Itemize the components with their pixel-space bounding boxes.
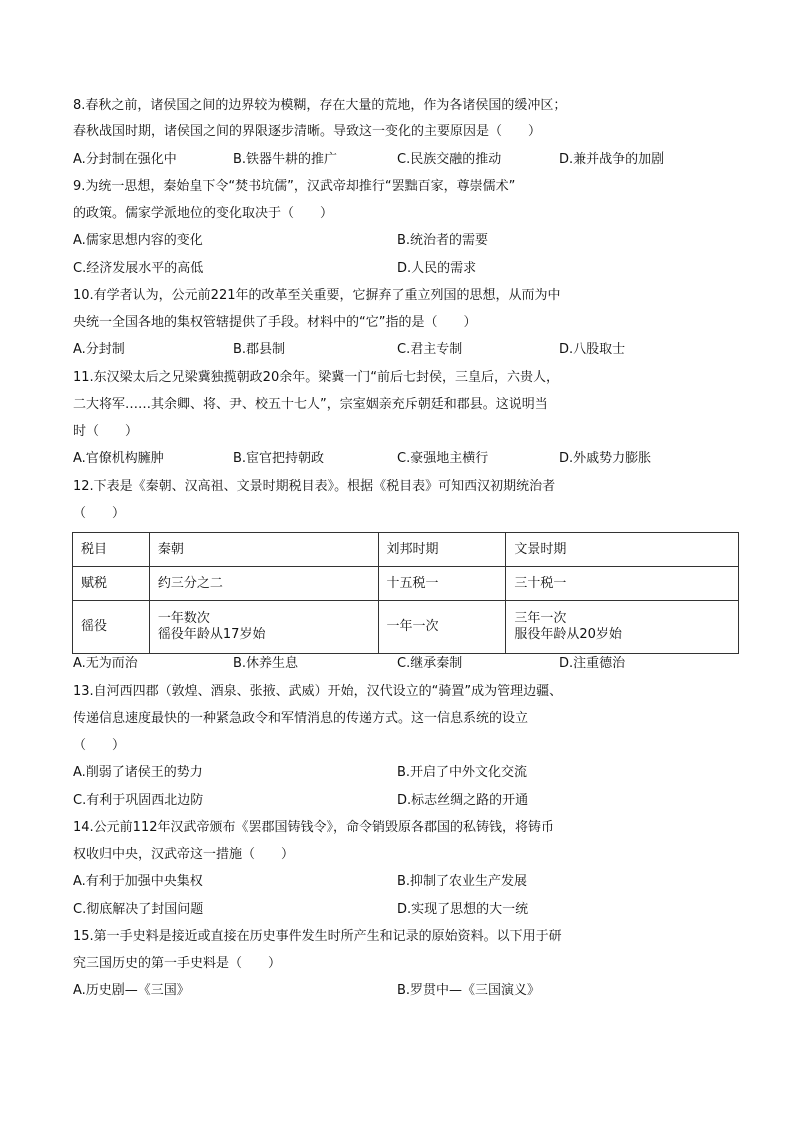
q10-stem-line-2: 央统一全国各地的集权管辖提供了手段。材料中的“它”指的是（ ） [73, 315, 477, 330]
q8-option-d: D.兼并战争的加剧 [559, 152, 665, 167]
q13-option-c: C.有利于巩固西北边防 [73, 793, 204, 808]
q8-stem-line-1: 8.春秋之前，诸侯国之间的边界较为模糊，存在大量的荒地，作为各诸侯国的缓冲区； [73, 98, 567, 113]
tax-table-cell: 十五税一 [378, 567, 506, 601]
q12-option-d: D.注重德治 [559, 656, 626, 671]
tax-table-cell: 一年一次 [378, 601, 506, 654]
tax-table-cell [149, 601, 378, 654]
q10-stem-line-1: 10.有学者认为，公元前221年的改革至关重要，它摒弃了重立列国的思想，从而为中 [73, 288, 561, 303]
tax-table-row [73, 601, 739, 654]
q13-option-a: A.削弱了诸侯王的势力 [73, 765, 203, 780]
tax-table-cell [506, 601, 739, 654]
tax-table-header: 刘邦时期 [378, 533, 506, 567]
tax-table-header: 税目 [73, 533, 150, 567]
q15-option-a: A.历史剧—《三国》 [73, 983, 190, 998]
tax-table-cell: 三十税一 [506, 567, 739, 601]
q14-option-a: A.有利于加强中央集权 [73, 874, 203, 889]
q11-option-c: C.豪强地主横行 [397, 451, 489, 466]
q8-stem-line-2: 春秋战国时期，诸侯国之间的界限逐步清晰。导致这一变化的主要原因是（ ） [73, 124, 542, 139]
q13-option-b: B.开启了中外文化交流 [397, 765, 528, 780]
tax-table [72, 532, 739, 654]
q12-option-c: C.继承秦制 [397, 656, 463, 671]
q14-option-d: D.实现了思想的大一统 [397, 902, 529, 917]
q14-stem-line-2: 权收归中央，汉武帝这一措施（ ） [73, 847, 295, 862]
q11-stem-line-2: 二大将军……其余卿、将、尹、校五十七人”，宗室姻亲充斥朝廷和郡县。这说明当 [73, 397, 548, 412]
q8-option-c: C.民族交融的推动 [397, 152, 502, 167]
q11-option-a: A.官僚机构臃肿 [73, 451, 164, 466]
q12-option-b: B.休养生息 [233, 656, 299, 671]
q9-stem-line-2: 的政策。儒家学派地位的变化取决于（ ） [73, 206, 334, 221]
q14-option-b: B.抑制了农业生产发展 [397, 874, 528, 889]
q10-option-d: D.八股取士 [559, 342, 626, 357]
q9-option-b: B.统治者的需要 [397, 233, 489, 248]
tax-table-cell-line: 服役年龄从20岁始 [514, 627, 622, 642]
tax-table-cell-line: 徭役年龄从17岁始 [157, 627, 266, 642]
tax-table-row [73, 567, 739, 601]
q15-stem-line-1: 15.第一手史料是接近或直接在历史事件发生时所产生和记录的原始资料。以下用于研 [73, 929, 562, 944]
q10-option-c: C.君主专制 [397, 342, 463, 357]
q14-stem-line-1: 14.公元前112年汉武帝颁布《罢郡国铸钱令》，命令销毁原各郡国的私铸钱，将铸币 [73, 820, 554, 835]
q9-stem-line-1: 9.为统一思想，秦始皇下令“焚书坑儒”，汉武帝却推行“罢黜百家，尊崇儒术” [73, 179, 516, 194]
tax-table-cell: 约三分之二 [149, 567, 378, 601]
tax-table-cell: 赋税 [73, 567, 150, 601]
q13-stem-line-2: 传递信息速度最快的一种紧急政令和军情消息的传递方式。这一信息系统的设立 [73, 711, 529, 726]
tax-table-header: 文景时期 [506, 533, 739, 567]
q11-stem-line-1: 11.东汉梁太后之兄梁冀独揽朝政20余年。梁冀一门“前后七封侯，三皇后，六贵人， [73, 370, 559, 385]
q13-stem-line-3: （ ） [73, 738, 126, 753]
q9-option-d: D.人民的需求 [397, 261, 477, 276]
q12-stem-line-2: （ ） [73, 506, 126, 521]
tax-table-header-row [73, 533, 739, 567]
tax-table-cell: 徭役 [73, 601, 150, 654]
q15-stem-line-2: 究三国历史的第一手史料是（ ） [73, 956, 282, 971]
q9-option-a: A.儒家思想内容的变化 [73, 233, 203, 248]
q13-stem-line-1: 13.自河西四郡（敦煌、酒泉、张掖、武威）开始，汉代设立的“骑置”成为管理边疆、 [73, 684, 563, 699]
q11-option-b: B.宦官把持朝政 [233, 451, 325, 466]
q8-option-a: A.分封制在强化中 [73, 152, 177, 167]
q12-stem-line-1: 12.下表是《秦朝、汉高祖、文景时期税目表》。根据《税目表》可知西汉初期统治者 [73, 479, 556, 494]
q14-option-c: C.彻底解决了封国问题 [73, 902, 204, 917]
q10-option-b: B.郡县制 [233, 342, 286, 357]
q11-option-d: D.外戚势力膨胀 [559, 451, 652, 466]
q8-option-b: B.铁器牛耕的推广 [233, 152, 338, 167]
q15-option-b: B.罗贯中—《三国演义》 [397, 983, 541, 998]
q10-option-a: A.分封制 [73, 342, 125, 357]
q9-option-c: C.经济发展水平的高低 [73, 261, 204, 276]
tax-table-cell-line: 一年数次 [157, 611, 210, 626]
tax-table-cell-line: 三年一次 [514, 611, 567, 626]
q13-option-d: D.标志丝绸之路的开通 [397, 793, 529, 808]
q12-option-a: A.无为而治 [73, 656, 138, 671]
q11-stem-line-3: 时（ ） [73, 424, 139, 439]
tax-table-header: 秦朝 [149, 533, 378, 567]
